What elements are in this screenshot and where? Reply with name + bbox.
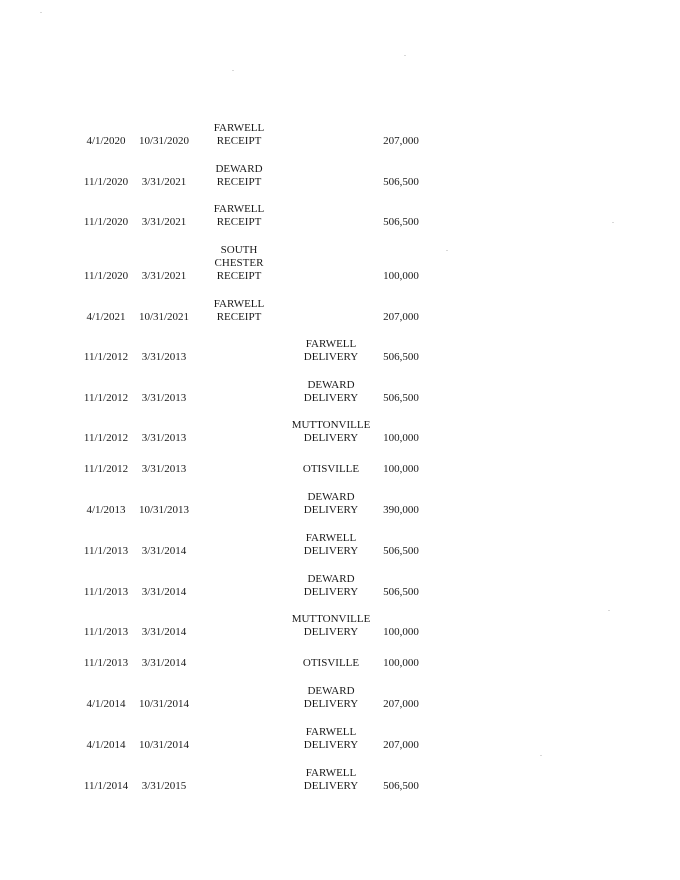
quantity: 506,500	[383, 176, 419, 188]
end-date: 3/31/2014	[141, 626, 187, 638]
quantity: 506,500	[383, 351, 419, 363]
quantity: 506,500	[383, 216, 419, 228]
scan-speck	[612, 222, 614, 223]
start-date: 11/1/2013	[83, 657, 129, 669]
end-date: 3/31/2021	[141, 270, 187, 282]
scan-speck	[40, 12, 42, 13]
start-date: 11/1/2020	[83, 216, 129, 228]
quantity: 207,000	[383, 698, 419, 710]
delivery-point: OTISVILLE	[302, 657, 360, 669]
delivery-point: DEWARD DELIVERY	[303, 379, 359, 404]
start-date: 11/1/2013	[83, 626, 129, 638]
table-row	[0, 379, 680, 405]
start-date: 11/1/2020	[83, 270, 129, 282]
scan-speck	[608, 610, 610, 611]
table-row	[0, 491, 680, 517]
end-date: 10/31/2014	[138, 698, 190, 710]
table-row	[0, 685, 680, 711]
start-date: 11/1/2012	[83, 351, 129, 363]
scan-speck	[446, 250, 448, 251]
quantity: 100,000	[383, 463, 419, 475]
quantity: 207,000	[383, 135, 419, 147]
table-row	[0, 163, 680, 189]
table-row	[0, 573, 680, 599]
table-row	[0, 532, 680, 558]
delivery-point: FARWELL DELIVERY	[303, 726, 359, 751]
end-date: 3/31/2013	[141, 351, 187, 363]
end-date: 3/31/2014	[141, 545, 187, 557]
end-date: 3/31/2013	[141, 463, 187, 475]
end-date: 3/31/2015	[141, 780, 187, 792]
start-date: 4/1/2020	[86, 135, 126, 147]
start-date: 11/1/2013	[83, 545, 129, 557]
delivery-point: FARWELL DELIVERY	[303, 767, 359, 792]
start-date: 11/1/2020	[83, 176, 129, 188]
start-date: 11/1/2013	[83, 586, 129, 598]
table-row	[0, 726, 680, 752]
start-date: 4/1/2021	[86, 311, 126, 323]
delivery-point: DEWARD DELIVERY	[303, 573, 359, 598]
end-date: 10/31/2020	[138, 135, 190, 147]
end-date: 3/31/2013	[141, 432, 187, 444]
start-date: 4/1/2014	[86, 739, 126, 751]
end-date: 10/31/2013	[138, 504, 190, 516]
start-date: 11/1/2012	[83, 432, 129, 444]
start-date: 11/1/2012	[83, 463, 129, 475]
quantity: 390,000	[383, 504, 419, 516]
delivery-point: MUTTONVILLE DELIVERY	[291, 419, 371, 444]
receipt-point: DEWARD RECEIPT	[215, 163, 263, 188]
end-date: 10/31/2021	[138, 311, 190, 323]
receipt-point: SOUTH CHESTER RECEIPT	[214, 244, 264, 282]
delivery-point: MUTTONVILLE DELIVERY	[291, 613, 371, 638]
scan-speck	[540, 755, 542, 756]
start-date: 11/1/2014	[83, 780, 129, 792]
receipt-point: FARWELL RECEIPT	[213, 203, 265, 228]
quantity: 207,000	[383, 311, 419, 323]
receipt-point: FARWELL RECEIPT	[213, 122, 265, 147]
receipt-point: FARWELL RECEIPT	[213, 298, 265, 323]
quantity: 506,500	[383, 545, 419, 557]
quantity: 506,500	[383, 586, 419, 598]
delivery-point: DEWARD DELIVERY	[303, 685, 359, 710]
delivery-point: FARWELL DELIVERY	[303, 532, 359, 557]
quantity: 207,000	[383, 739, 419, 751]
quantity: 100,000	[383, 270, 419, 282]
table-row	[0, 338, 680, 364]
quantity: 100,000	[383, 657, 419, 669]
table-row	[0, 767, 680, 793]
delivery-point: DEWARD DELIVERY	[303, 491, 359, 516]
delivery-point: OTISVILLE	[302, 463, 360, 475]
end-date: 3/31/2021	[141, 176, 187, 188]
start-date: 4/1/2014	[86, 698, 126, 710]
start-date: 11/1/2012	[83, 392, 129, 404]
quantity: 506,500	[383, 392, 419, 404]
end-date: 10/31/2014	[138, 739, 190, 751]
table-row	[0, 613, 680, 639]
table-row	[0, 122, 680, 148]
start-date: 4/1/2013	[86, 504, 126, 516]
table-row	[0, 657, 680, 670]
scan-speck	[404, 55, 406, 56]
end-date: 3/31/2013	[141, 392, 187, 404]
scan-speck	[232, 70, 234, 71]
delivery-point: FARWELL DELIVERY	[303, 338, 359, 363]
quantity: 100,000	[383, 432, 419, 444]
end-date: 3/31/2021	[141, 216, 187, 228]
quantity: 100,000	[383, 626, 419, 638]
table-row	[0, 244, 680, 283]
table-row	[0, 419, 680, 445]
end-date: 3/31/2014	[141, 586, 187, 598]
table-row	[0, 298, 680, 324]
end-date: 3/31/2014	[141, 657, 187, 669]
quantity: 506,500	[383, 780, 419, 792]
table-row	[0, 463, 680, 476]
table-row	[0, 203, 680, 229]
